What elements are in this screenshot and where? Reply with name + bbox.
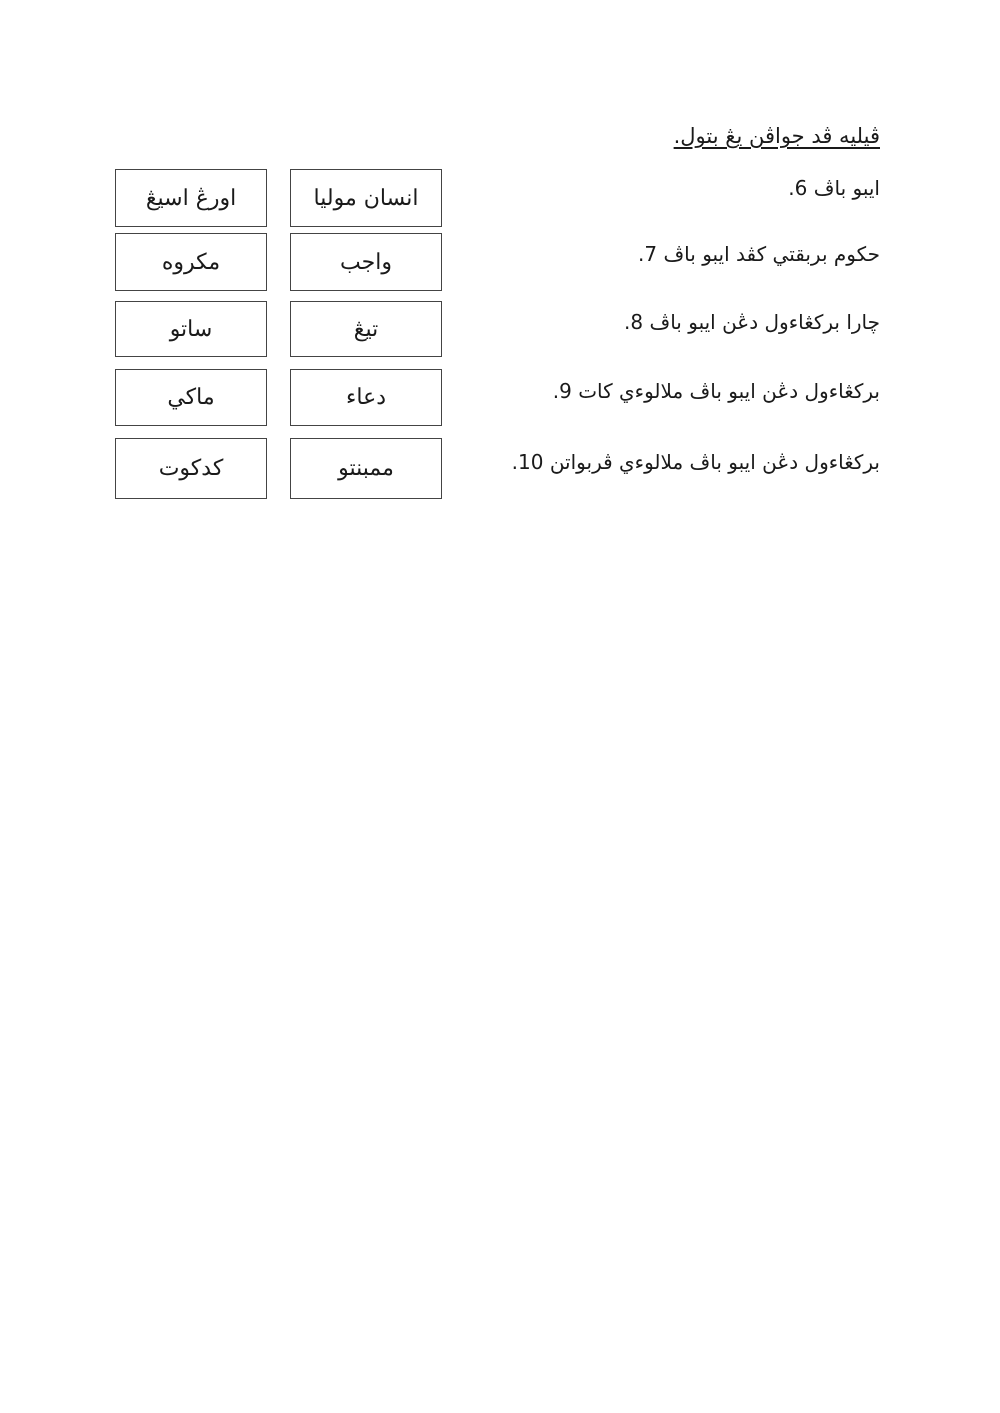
answer-option-box[interactable]: تيڠ	[290, 301, 442, 357]
question-text: ايبو باڤ	[813, 176, 880, 200]
question-9	[547, 381, 880, 401]
answer-option-box[interactable]: ماكي	[115, 369, 267, 426]
answer-option-box[interactable]: انسان موليا	[290, 169, 442, 227]
question-text: بركڠاءول دڠن ايبو باڤ ملالوءي ڤربواتن	[549, 450, 880, 474]
question-number: 6.	[788, 176, 808, 200]
answer-option-box[interactable]: دعاء	[290, 369, 442, 426]
answer-option-box[interactable]: ساتو	[115, 301, 267, 357]
instruction-heading: ڤيليه ڤد جواڤن يڠ بتول.	[673, 124, 880, 148]
question-text: چارا بركڠاءول دڠن ايبو باڤ	[649, 310, 880, 334]
question-8	[618, 312, 880, 332]
answer-option-box[interactable]: مكروه	[115, 233, 267, 291]
question-number: 10.	[511, 450, 544, 474]
question-number: 7.	[637, 242, 658, 266]
question-number: 8.	[624, 310, 644, 334]
question-text: بركڠاءول دڠن ايبو باڤ ملالوءي كات	[578, 379, 880, 403]
question-7	[632, 244, 880, 264]
answer-option-box[interactable]: واجب	[290, 233, 442, 291]
answer-option-box[interactable]: اورڠ اسيڠ	[115, 169, 267, 227]
question-10	[506, 452, 880, 472]
question-number: 9.	[552, 379, 572, 403]
answer-option-box[interactable]: كدكوت	[115, 438, 267, 499]
question-6	[782, 178, 880, 198]
answer-option-box[interactable]: ممبنتو	[290, 438, 442, 499]
question-text: حكوم بربقتي كڤد ايبو باڤ	[663, 242, 880, 266]
